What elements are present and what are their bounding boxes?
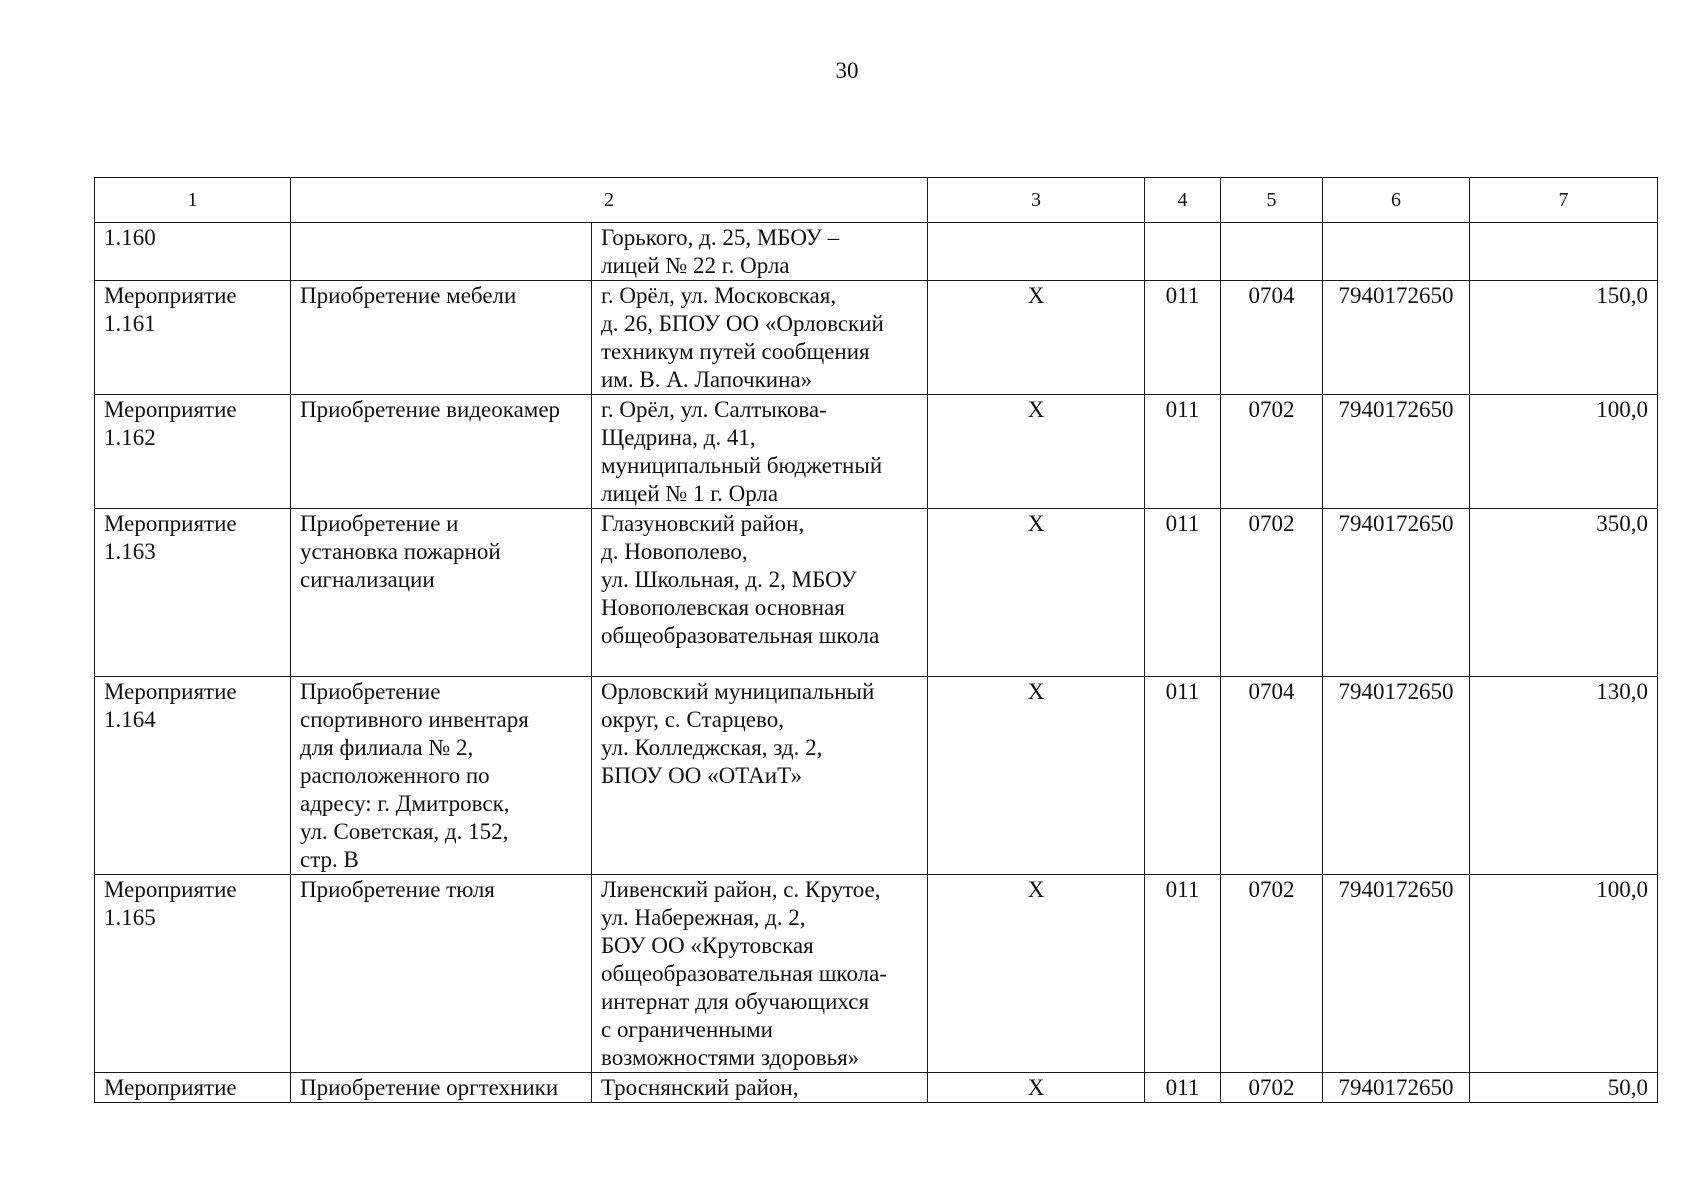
activity-location: Ливенский район, с. Крутое, ул. Набережная, д. 2, БОУ ОО «Крутовская общеобразовательная школа- интернат для обучающихся с ограниченными возможностями здоровья»: [592, 875, 928, 1073]
section-code: 0704: [1221, 677, 1323, 875]
table-row: [95, 677, 1658, 875]
target-article-code: 7940172650: [1323, 281, 1470, 395]
ministry-code: 011: [1145, 875, 1221, 1073]
section-code: 0704: [1221, 281, 1323, 395]
activity-location: Орловский муниципальный округ, с. Старцево, ул. Колледжская, зд. 2, БПОУ ОО «ОТАиТ»: [592, 677, 928, 875]
page-number: 30: [835, 58, 859, 83]
section-code: 0702: [1221, 875, 1323, 1073]
activity-location: Троснянский район,: [592, 1073, 928, 1103]
activity-name: Приобретение мебели: [291, 281, 592, 395]
table-row: [95, 395, 1658, 509]
activity-code: 1.160: [95, 223, 291, 281]
column-header-4: 4: [1145, 178, 1221, 223]
table-row: [95, 281, 1658, 395]
column-3-value: X: [928, 395, 1145, 509]
column-3-value: X: [928, 509, 1145, 677]
activity-name: Приобретение и установка пожарной сигнализации: [291, 509, 592, 677]
target-article-code: 7940172650: [1323, 1073, 1470, 1103]
activity-code: Мероприятие 1.164: [95, 677, 291, 875]
activity-location: Горького, д. 25, МБОУ – лицей № 22 г. Орла: [592, 223, 928, 281]
activity-location: Глазуновский район, д. Новополево, ул. Школьная, д. 2, МБОУ Новополевская основная общеобразовательная школа: [592, 509, 928, 677]
amount: 130,0: [1470, 677, 1658, 875]
section-code: [1221, 223, 1323, 281]
column-3-value: [928, 223, 1145, 281]
amount: 150,0: [1470, 281, 1658, 395]
ministry-code: 011: [1145, 677, 1221, 875]
section-code: 0702: [1221, 1073, 1323, 1103]
amount: 100,0: [1470, 395, 1658, 509]
column-header-2: 2: [291, 178, 928, 223]
section-code: 0702: [1221, 509, 1323, 677]
amount: [1470, 223, 1658, 281]
column-3-value: X: [928, 875, 1145, 1073]
table-row: [95, 1073, 1658, 1103]
target-article-code: 7940172650: [1323, 509, 1470, 677]
amount: 50,0: [1470, 1073, 1658, 1103]
ministry-code: 011: [1145, 281, 1221, 395]
activity-location: г. Орёл, ул. Салтыкова- Щедрина, д. 41, муниципальный бюджетный лицей № 1 г. Орла: [592, 395, 928, 509]
target-article-code: 7940172650: [1323, 875, 1470, 1073]
activity-code: Мероприятие 1.163: [95, 509, 291, 677]
target-article-code: 7940172650: [1323, 677, 1470, 875]
section-code: 0702: [1221, 395, 1323, 509]
activity-code: Мероприятие 1.162: [95, 395, 291, 509]
table-row: [95, 875, 1658, 1073]
activity-location: г. Орёл, ул. Московская, д. 26, БПОУ ОО «Орловский техникум путей сообщения им. В. А. Лапочкина»: [592, 281, 928, 395]
activity-code: Мероприятие 1.161: [95, 281, 291, 395]
target-article-code: [1323, 223, 1470, 281]
activity-code: Мероприятие: [95, 1073, 291, 1103]
activity-name: Приобретение оргтехники: [291, 1073, 592, 1103]
amount: 350,0: [1470, 509, 1658, 677]
budget-activities-table: [94, 177, 1658, 1103]
column-3-value: X: [928, 1073, 1145, 1103]
header-row: [95, 178, 1658, 223]
activity-name: Приобретение спортивного инвентаря для филиала № 2, расположенного по адресу: г. Дмитровск, ул. Советская, д. 152, стр. В: [291, 677, 592, 875]
activity-name: Приобретение тюля: [291, 875, 592, 1073]
column-header-3: 3: [928, 178, 1145, 223]
column-header-5: 5: [1221, 178, 1323, 223]
ministry-code: 011: [1145, 395, 1221, 509]
ministry-code: 011: [1145, 509, 1221, 677]
column-header-6: 6: [1323, 178, 1470, 223]
ministry-code: 011: [1145, 1073, 1221, 1103]
target-article-code: 7940172650: [1323, 395, 1470, 509]
column-3-value: X: [928, 281, 1145, 395]
amount: 100,0: [1470, 875, 1658, 1073]
activity-name: [291, 223, 592, 281]
ministry-code: [1145, 223, 1221, 281]
column-header-1: 1: [95, 178, 291, 223]
table-row: [95, 509, 1658, 677]
activity-code: Мероприятие 1.165: [95, 875, 291, 1073]
column-header-7: 7: [1470, 178, 1658, 223]
column-3-value: X: [928, 677, 1145, 875]
activity-name: Приобретение видеокамер: [291, 395, 592, 509]
table-row: [95, 223, 1658, 281]
